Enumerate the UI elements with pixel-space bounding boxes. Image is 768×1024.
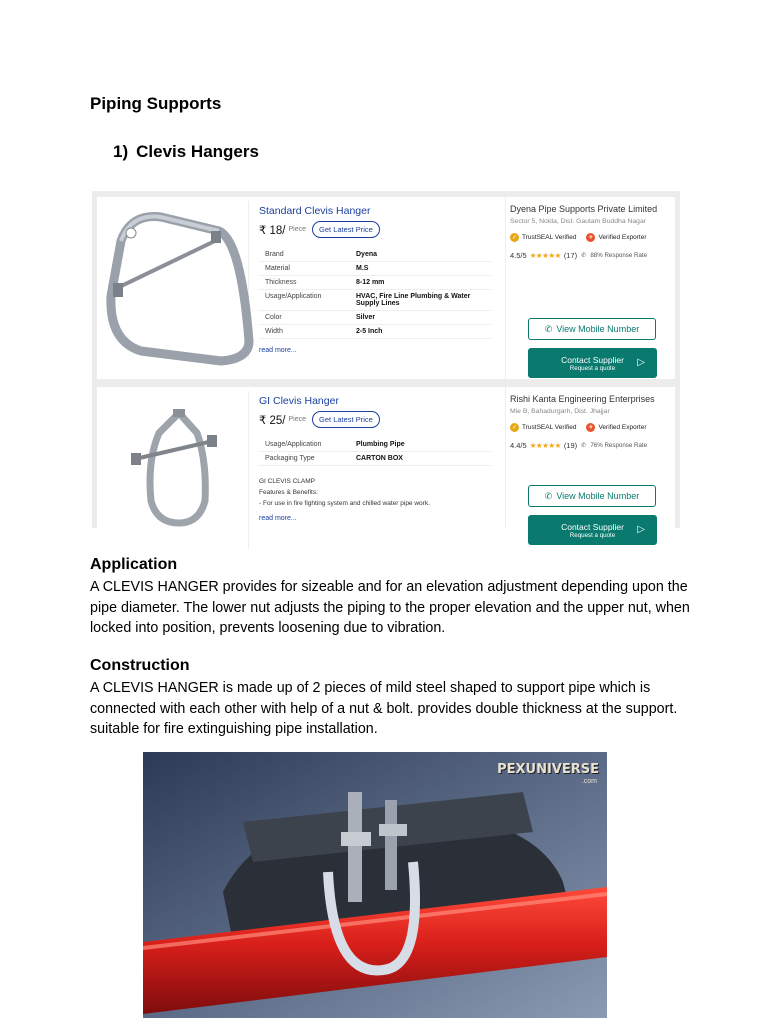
contact-supplier-button[interactable]	[528, 515, 657, 545]
spec-key: Thickness	[265, 279, 297, 286]
rating-value: 4.4/5	[510, 441, 527, 450]
send-arrow-icon: ▷	[637, 357, 645, 368]
seller-panel	[505, 197, 676, 379]
view-mobile-number-button[interactable]	[528, 485, 656, 507]
spec-row	[259, 262, 491, 276]
product-image	[101, 201, 249, 359]
spec-table	[259, 248, 491, 339]
trustseal-label: TrustSEAL Verified	[522, 424, 577, 431]
phone-icon: ✆	[544, 490, 553, 501]
get-latest-price-button[interactable]: Get Latest Price	[312, 221, 380, 238]
spec-key: Brand	[265, 251, 284, 258]
spec-value: HVAC, Fire Line Plumbing & Water Supply Lines	[356, 293, 471, 307]
spec-row	[259, 452, 491, 466]
contact-supplier-label: Contact Supplier	[561, 354, 624, 365]
exporter-label: Verified Exporter	[598, 424, 647, 431]
price-unit: Piece	[288, 226, 307, 233]
spec-key: Width	[265, 328, 283, 335]
star-rating-icon: ★★★★★	[529, 441, 561, 450]
spec-row	[259, 290, 491, 311]
product-price: ₹ 25/	[259, 414, 286, 427]
response-rate: 76% Response Rate	[590, 442, 648, 449]
review-count: (19)	[563, 441, 578, 450]
send-arrow-icon: ▷	[637, 524, 645, 535]
price-unit: Piece	[288, 416, 307, 423]
watermark-domain: .com	[581, 778, 597, 785]
view-mobile-label: View Mobile Number	[556, 324, 640, 334]
construction-paragraph: A CLEVIS HANGER is made up of 2 pieces of mild steel shaped to support pipe which is connected with each other with help of a nut & bolt. provides double thickness at the support. suitable for fire extinguishing pipe installation.	[90, 680, 678, 737]
star-rating-icon: ★★★★★	[529, 251, 561, 260]
exporter-icon: ✈	[588, 425, 594, 431]
spec-row	[259, 438, 491, 452]
spec-row	[259, 248, 491, 262]
phone-icon: ✆	[544, 323, 553, 334]
section-title	[113, 142, 259, 162]
review-count: (17)	[563, 251, 578, 260]
product-card	[97, 197, 675, 379]
spec-key: Usage/Application	[265, 441, 322, 448]
section-number: 1)	[113, 142, 129, 161]
description-line: GI CLEVIS CLAMP	[259, 478, 315, 485]
product-title-link[interactable]: GI Clevis Hanger	[259, 395, 339, 407]
seller-name[interactable]: Dyena Pipe Supports Private Limited	[510, 204, 658, 214]
read-more-link[interactable]: read more...	[259, 347, 297, 354]
spec-row	[259, 311, 491, 325]
spec-row	[259, 325, 491, 339]
construction-heading: Construction	[90, 657, 190, 674]
product-info	[259, 395, 499, 522]
spec-value: 8-12 mm	[356, 279, 385, 286]
response-rate: 88% Response Rate	[590, 252, 648, 259]
spec-key: Packaging Type	[265, 455, 315, 462]
spec-value: M.S	[356, 265, 369, 272]
spec-value: Dyena	[356, 251, 378, 258]
seller-rating	[510, 441, 647, 450]
trustseal-label: TrustSEAL Verified	[522, 234, 577, 241]
read-more-link[interactable]: read more...	[259, 515, 297, 522]
product-description	[259, 476, 499, 509]
trustseal-icon: ✓	[511, 425, 518, 431]
spec-value: Plumbing Pipe	[356, 441, 405, 448]
product-card	[97, 387, 675, 539]
spec-row	[259, 276, 491, 290]
watermark-logo: PEXUNIVERSE	[497, 762, 599, 777]
contact-supplier-label: Contact Supplier	[561, 521, 624, 532]
product-price: ₹ 18/	[259, 224, 286, 237]
request-quote-label: Request a quote	[569, 531, 616, 539]
spec-key: Material	[265, 265, 290, 272]
exporter-label: Verified Exporter	[598, 234, 647, 241]
seller-address: Sector 5, Noida, Dist. Gautam Buddha Nagar	[510, 218, 647, 225]
spec-value: Silver	[356, 314, 376, 321]
contact-supplier-button[interactable]	[528, 348, 657, 378]
clevis-hanger-photo	[143, 752, 607, 1018]
product-image	[101, 391, 249, 549]
product-info	[259, 205, 499, 354]
trustseal-icon: ✓	[511, 235, 518, 241]
application-paragraph: A CLEVIS HANGER provides for sizeable and for an elevation adjustment depending upon the pipe diameter. The lower nut adjusts the piping to the proper elevation and the upper nut, when locked into position, prevents loosening due to vibration.	[90, 579, 690, 636]
view-mobile-number-button[interactable]	[528, 318, 656, 340]
get-latest-price-button[interactable]: Get Latest Price	[312, 411, 380, 428]
page-heading: Piping Supports	[90, 94, 222, 113]
product-title-link[interactable]: Standard Clevis Hanger	[259, 205, 371, 217]
description-line: Features & Benefits:	[259, 489, 318, 496]
rating-value: 4.5/5	[510, 251, 527, 260]
spec-value: CARTON BOX	[356, 455, 403, 462]
phone-icon: ✆	[581, 252, 587, 259]
request-quote-label: Request a quote	[569, 364, 616, 372]
product-listing-screenshot	[92, 191, 680, 539]
view-mobile-label: View Mobile Number	[556, 491, 640, 501]
spec-key: Usage/Application	[265, 293, 322, 300]
section-title-text: Clevis Hangers	[136, 142, 259, 161]
application-heading: Application	[90, 556, 178, 573]
phone-icon: ✆	[581, 442, 587, 449]
spec-key: Color	[265, 314, 282, 321]
spec-table	[259, 438, 491, 466]
spec-value: 2-5 Inch	[356, 328, 383, 335]
seller-name[interactable]: Rishi Kanta Engineering Enterprises	[510, 394, 655, 404]
exporter-icon: ✈	[588, 235, 594, 241]
seller-rating	[510, 251, 647, 260]
seller-address: Mie B, Bahadurgarh, Dist. Jhajjar	[510, 408, 610, 415]
seller-panel	[505, 387, 676, 539]
description-line: - For use in fire fighting system and chilled water pipe work.	[259, 500, 430, 507]
